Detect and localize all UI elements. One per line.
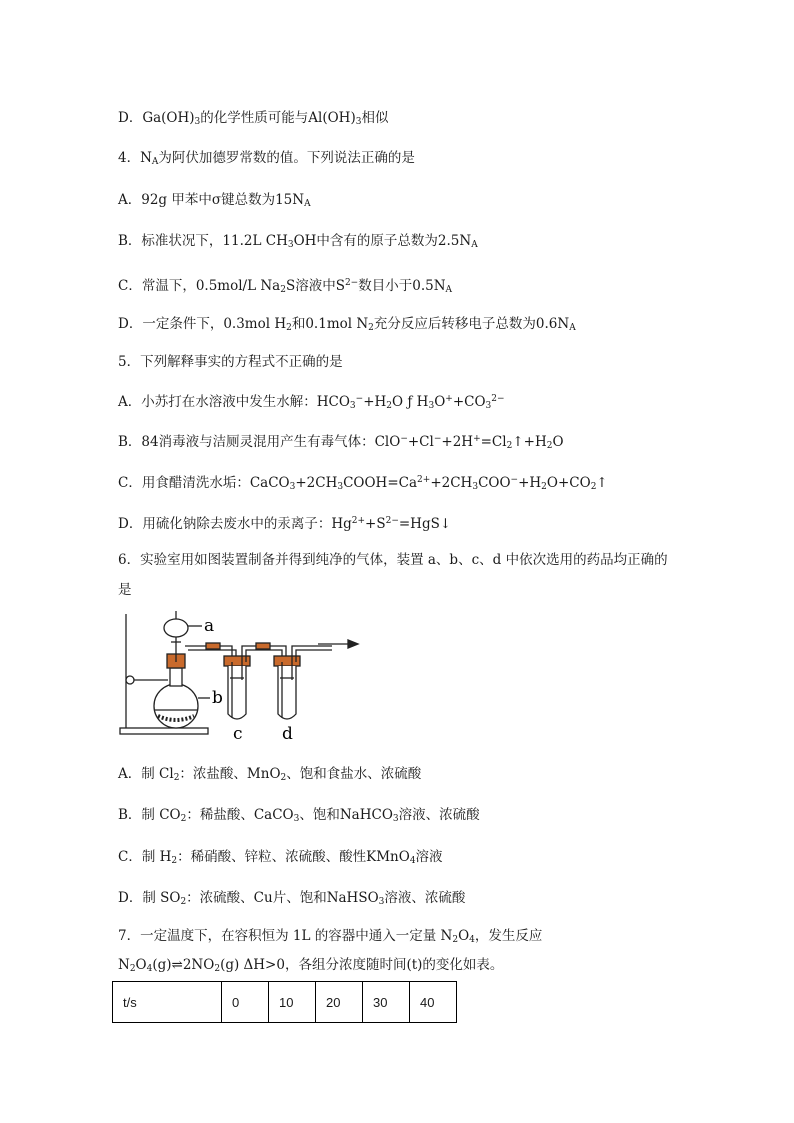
question-4-option-c: C．常温下，0.5mol/L $Na_2S$溶液中$S^{2-}$数目小于$0.5N_A$ bbox=[118, 278, 453, 295]
question-6-stem: 6．实验室用如图装置制备并得到纯净的气体，装置 a、b、c、d 中依次选用的药品均正确的 bbox=[118, 552, 668, 568]
label-d: d bbox=[282, 724, 293, 744]
option-d-gallium: D．$Ga(OH)_3$的化学性质可能与$Al(OH)_3$相似 bbox=[118, 110, 389, 127]
question-5-stem: 5．下列解释事实的方程式不正确的是 bbox=[118, 354, 343, 370]
table-row bbox=[113, 982, 457, 1023]
table-cell: 20 bbox=[316, 982, 363, 1023]
concentration-table bbox=[112, 981, 457, 1023]
question-7-reaction: $N_2O_4(g)\rightleftharpoons 2NO_2(g)$ ΔH>0，各组分浓度随时间(t)的变化如表。 bbox=[118, 957, 504, 974]
question-6-option-d: D．制 $SO_2$：浓硫酸、Cu片、饱和NaHSO$_3$溶液、浓硫酸 bbox=[118, 890, 466, 907]
table-cell: 40 bbox=[410, 982, 457, 1023]
question-6-stem-cont: 是 bbox=[118, 582, 132, 598]
label-a: a bbox=[204, 616, 215, 636]
label-c: c bbox=[233, 724, 243, 744]
table-cell: 0 bbox=[222, 982, 269, 1023]
question-6-option-c: C．制 $H_2$：稀硝酸、锌粒、浓硫酸、酸性KMnO$_4$溶液 bbox=[118, 849, 443, 866]
question-5-option-c: C．用食醋清洗水垢：$CaCO_3+2CH_3COOH=Ca^{2+}+2CH_3COO^-+H_2O+CO_2↑$ bbox=[118, 475, 608, 492]
table-cell: 10 bbox=[269, 982, 316, 1023]
question-4-stem: 4．$N_A$为阿伏加德罗常数的值。下列说法正确的是 bbox=[118, 150, 415, 167]
question-4-option-b: B．标准状况下，11.2L $CH_3OH$中含有的原子总数为$2.5N_A$ bbox=[118, 233, 478, 250]
gas-apparatus-diagram bbox=[118, 606, 368, 746]
table-cell: t/s bbox=[113, 982, 222, 1023]
label-b: b bbox=[212, 688, 223, 708]
question-5-option-b: B．84消毒液与洁厕灵混用产生有毒气体：$ClO^-+Cl^-+2H^+=Cl_2↑+H_2O$ bbox=[118, 434, 564, 451]
question-5-option-a: A．小苏打在水溶液中发生水解：$HCO_3^-+H_2O$ ƒ $H_3O^++CO_3^{2-}$ bbox=[118, 394, 505, 411]
question-4-option-d: D．一定条件下，0.3mol $H_2$和0.1mol $N_2$充分反应后转移电子总数为$0.6N_A$ bbox=[118, 316, 576, 333]
question-7-stem: 7．一定温度下，在容积恒为 1L 的容器中通入一定量 $N_2O_4$，发生反应 bbox=[118, 928, 543, 945]
table-cell: 30 bbox=[363, 982, 410, 1023]
question-6-option-b: B．制 $CO_2$：稀盐酸、CaCO$_3$、饱和NaHCO$_3$溶液、浓硫酸 bbox=[118, 807, 480, 824]
question-5-option-d: D．用硫化钠除去废水中的汞离子：$Hg^{2+}+S^{2-}=HgS↓$ bbox=[118, 516, 452, 532]
question-4-option-a: A．92g 甲苯中σ键总数为$15N_A$ bbox=[118, 192, 311, 209]
question-6-option-a: A．制 $Cl_2$：浓盐酸、MnO$_2$、饱和食盐水、浓硫酸 bbox=[118, 766, 422, 783]
